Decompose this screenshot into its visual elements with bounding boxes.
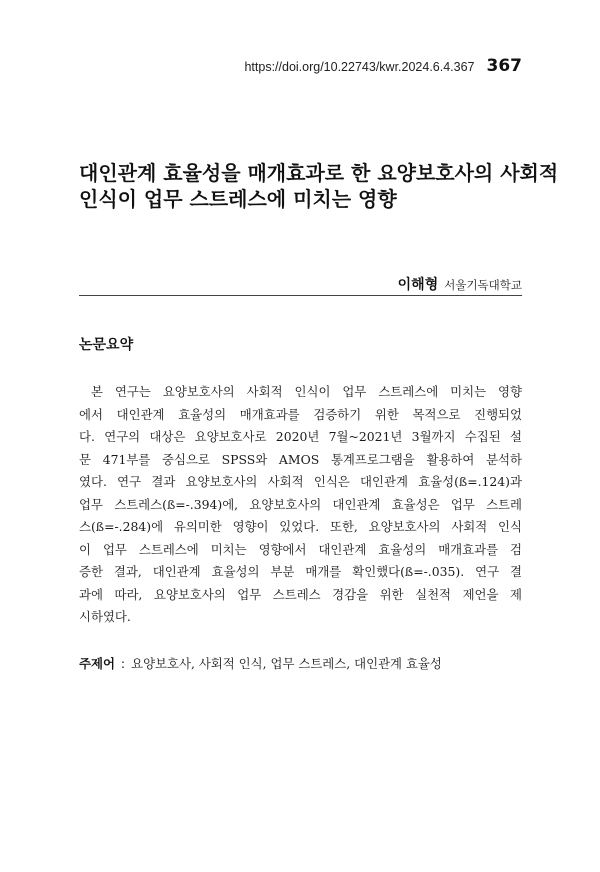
abstract-heading: 논문요약 — [79, 337, 134, 353]
title-divider — [79, 295, 522, 296]
paper-title-line-1: 대인관계 효율성을 매개효과로 한 요양보호사의 사회적 — [79, 161, 559, 185]
abstract-line: 다. 연구의 대상은 요양보호사로 2020년 7월~2021년 3월까지 수집된 설 — [79, 429, 522, 444]
paper-title — [79, 160, 559, 212]
abstract-line: 업무 스트레스(ß=-.394)에, 요양보호사의 대인관계 효율성은 업무 스트레 — [79, 496, 522, 512]
abstract-line: 에서 대인관계 효율성의 매개효과를 검증하기 위한 목적으로 진행되었 — [79, 406, 522, 422]
abstract-line: 증한 결과, 대인관계 효율성의 부분 매개를 확인했다(ß=-.035). 연구 결 — [79, 564, 522, 579]
abstract-line: 이 업무 스트레스에 미치는 영향에서 대인관계 효율성의 매개효과를 검 — [79, 541, 522, 557]
keywords — [79, 654, 522, 672]
abstract-line: 시하였다. — [79, 609, 131, 624]
author-name: 이해형 — [397, 277, 439, 293]
abstract-line: 문 471부를 중심으로 SPSS와 AMOS 통계프로그램을 활용하여 분석하 — [79, 451, 522, 467]
abstract-line: 였다. 연구 결과 요양보호사의 사회적 인식은 대인관계 효율성(ß=.124)과 — [79, 474, 522, 489]
abstract-line: 과에 따라, 요양보호사의 업무 스트레스 경감을 위한 실천적 제언을 제 — [79, 586, 522, 602]
page-header — [244, 56, 522, 76]
keywords-separator: : — [120, 656, 126, 671]
paper-title-line-2: 인식이 업무 스트레스에 미치는 영향 — [79, 187, 397, 211]
author-block — [398, 274, 522, 294]
abstract-line: 스(ß=-.284)에 유의미한 영향이 있었다. 또한, 요양보호사의 사회적 인식 — [79, 519, 522, 534]
author-affiliation: 서울기독대학교 — [444, 278, 522, 292]
page-number: 367 — [486, 56, 522, 76]
keywords-label: 주제어 — [79, 656, 115, 671]
abstract-line: 본 연구는 요양보호사의 사회적 인식이 업무 스트레스에 미치는 영향 — [91, 384, 522, 399]
doi-link[interactable]: https://doi.org/10.22743/kwr.2024.6.4.367 — [244, 60, 475, 74]
keywords-text: 요양보호사, 사회적 인식, 업무 스트레스, 대인관계 효율성 — [131, 656, 442, 671]
abstract-body — [79, 381, 522, 629]
